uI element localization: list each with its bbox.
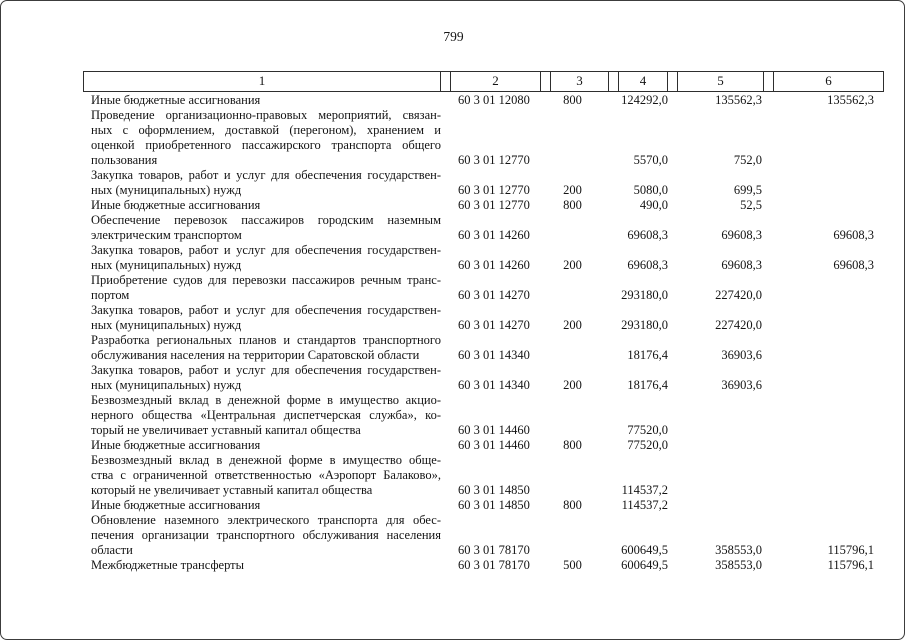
cell-amount-col4: 293180,0 bbox=[621, 288, 668, 302]
program-name-line: Безвозмездный вклад в денежной форме в имущество акцио- bbox=[91, 393, 441, 407]
cell-amount-col5: 36903,6 bbox=[721, 378, 762, 392]
cell-expense-type: 800 bbox=[563, 93, 582, 107]
program-name-line: ных (муниципальных) нужд bbox=[91, 318, 242, 332]
cell-amount-col4: 18176,4 bbox=[627, 378, 668, 392]
page-number: 799 bbox=[443, 29, 464, 44]
program-name-line: Приобретение судов для перевозки пассажиров речным транс- bbox=[91, 273, 441, 287]
program-name-line: пользования bbox=[91, 153, 158, 167]
cell-amount-col5: 358553,0 bbox=[715, 558, 762, 572]
cell-expense-type: 800 bbox=[563, 198, 582, 212]
cell-amount-col4: 114537,2 bbox=[621, 483, 668, 497]
table-row bbox=[83, 198, 884, 213]
cell-budget-code: 60 3 01 14340 bbox=[458, 348, 530, 362]
cell-amount-col4: 77520,0 bbox=[627, 438, 668, 452]
cell-amount-col4: 5570,0 bbox=[633, 153, 668, 167]
cell-amount-col6: 135562,3 bbox=[827, 93, 874, 107]
program-name-line: ных (муниципальных) нужд bbox=[91, 258, 242, 272]
program-name-line: торый не увеличивает уставный капитал общества bbox=[91, 423, 361, 437]
program-name-line: Иные бюджетные ассигнования bbox=[91, 93, 261, 107]
table-body bbox=[83, 93, 884, 573]
cell-amount-col4: 5080,0 bbox=[633, 183, 668, 197]
cell-program-name bbox=[83, 93, 441, 108]
program-name-line: Безвозмездный вклад в денежной форме в имущество обще- bbox=[91, 453, 441, 467]
cell-amount-col4: 293180,0 bbox=[621, 318, 668, 332]
cell-program-name bbox=[83, 498, 441, 513]
cell-budget-code: 60 3 01 78170 bbox=[458, 558, 530, 572]
cell-budget-code: 60 3 01 14260 bbox=[458, 258, 530, 272]
table-row bbox=[83, 168, 884, 198]
cell-expense-type: 200 bbox=[563, 318, 582, 332]
cell-expense-type: 800 bbox=[563, 498, 582, 512]
header-cell-6: 6 bbox=[773, 72, 884, 91]
table-row bbox=[83, 213, 884, 243]
cell-budget-code: 60 3 01 14460 bbox=[458, 438, 530, 452]
cell-amount-col5: 227420,0 bbox=[715, 318, 762, 332]
cell-amount-col5: 358553,0 bbox=[715, 543, 762, 557]
cell-amount-col6: 115796,1 bbox=[827, 543, 874, 557]
cell-program-name bbox=[83, 108, 441, 168]
program-name-line: Закупка товаров, работ и услуг для обеспечения государствен- bbox=[91, 363, 441, 377]
cell-amount-col5: 227420,0 bbox=[715, 288, 762, 302]
cell-amount-col6: 69608,3 bbox=[833, 258, 874, 272]
cell-budget-code: 60 3 01 14850 bbox=[458, 483, 530, 497]
program-name-line: Иные бюджетные ассигнования bbox=[91, 198, 261, 212]
cell-amount-col5: 752,0 bbox=[733, 153, 762, 167]
program-name-line: оценкой приобретенного пассажирского транспорта общего bbox=[91, 138, 441, 152]
cell-budget-code: 60 3 01 12770 bbox=[458, 153, 530, 167]
table-row bbox=[83, 363, 884, 393]
cell-amount-col4: 18176,4 bbox=[627, 348, 668, 362]
cell-amount-col5: 36903,6 bbox=[721, 348, 762, 362]
cell-amount-col4: 69608,3 bbox=[627, 258, 668, 272]
cell-amount-col5: 135562,3 bbox=[715, 93, 762, 107]
program-name-line: Закупка товаров, работ и услуг для обеспечения государствен- bbox=[91, 168, 441, 182]
program-name-line: Иные бюджетные ассигнования bbox=[91, 498, 261, 512]
table-row bbox=[83, 108, 884, 168]
header-cell-4: 4 bbox=[618, 72, 668, 91]
cell-amount-col4: 69608,3 bbox=[627, 228, 668, 242]
cell-budget-code: 60 3 01 12770 bbox=[458, 183, 530, 197]
program-name-line: ных (муниципальных) нужд bbox=[91, 183, 242, 197]
table-header-row bbox=[83, 71, 884, 92]
table-row bbox=[83, 93, 884, 108]
cell-budget-code: 60 3 01 14340 bbox=[458, 378, 530, 392]
table-row bbox=[83, 303, 884, 333]
cell-budget-code: 60 3 01 12770 bbox=[458, 198, 530, 212]
program-name-line: Закупка товаров, работ и услуг для обеспечения государствен- bbox=[91, 303, 441, 317]
cell-amount-col5: 69608,3 bbox=[721, 228, 762, 242]
program-name-line: Межбюджетные трансферты bbox=[91, 558, 245, 572]
cell-program-name bbox=[83, 213, 441, 243]
cell-amount-col4: 490,0 bbox=[639, 198, 668, 212]
cell-program-name bbox=[83, 513, 441, 558]
cell-program-name bbox=[83, 273, 441, 303]
program-name-line: Обеспечение перевозок пассажиров городским наземным bbox=[91, 213, 441, 227]
cell-budget-code: 60 3 01 14850 bbox=[458, 498, 530, 512]
cell-budget-code: 60 3 01 14270 bbox=[458, 318, 530, 332]
program-name-line: печения организации транспортного обслуживания населения bbox=[91, 528, 441, 542]
program-name-line: Закупка товаров, работ и услуг для обеспечения государствен- bbox=[91, 243, 441, 257]
cell-amount-col6: 115796,1 bbox=[827, 558, 874, 572]
header-cell-1: 1 bbox=[83, 72, 441, 91]
table-row bbox=[83, 393, 884, 438]
table-row bbox=[83, 513, 884, 558]
header-cell-2: 2 bbox=[450, 72, 541, 91]
budget-table bbox=[83, 71, 884, 573]
program-name-line: ных с оформлением, доставкой (перегоном), хранением и bbox=[91, 123, 441, 137]
cell-amount-col5: 52,5 bbox=[740, 198, 762, 212]
cell-amount-col5: 699,5 bbox=[733, 183, 762, 197]
cell-expense-type: 200 bbox=[563, 378, 582, 392]
program-name-line: области bbox=[91, 543, 133, 557]
cell-program-name bbox=[83, 558, 441, 573]
program-name-line: обслуживания населения на территории Саратовской области bbox=[91, 348, 420, 362]
program-name-line: Проведение организационно-правовых мероприятий, связан- bbox=[91, 108, 441, 122]
program-name-line: который не увеличивает уставный капитал общества bbox=[91, 483, 373, 497]
cell-program-name bbox=[83, 168, 441, 198]
cell-program-name bbox=[83, 438, 441, 453]
cell-program-name bbox=[83, 333, 441, 363]
cell-budget-code: 60 3 01 12080 bbox=[458, 93, 530, 107]
header-cell-3: 3 bbox=[550, 72, 609, 91]
table-row bbox=[83, 438, 884, 453]
cell-expense-type: 500 bbox=[563, 558, 582, 572]
cell-amount-col5: 69608,3 bbox=[721, 258, 762, 272]
cell-amount-col4: 600649,5 bbox=[621, 543, 668, 557]
cell-program-name bbox=[83, 243, 441, 273]
program-name-line: ных (муниципальных) нужд bbox=[91, 378, 242, 392]
cell-budget-code: 60 3 01 14460 bbox=[458, 423, 530, 437]
cell-budget-code: 60 3 01 14260 bbox=[458, 228, 530, 242]
table-row bbox=[83, 558, 884, 573]
cell-amount-col4: 77520,0 bbox=[627, 423, 668, 437]
cell-program-name bbox=[83, 393, 441, 438]
cell-amount-col4: 124292,0 bbox=[621, 93, 668, 107]
cell-program-name bbox=[83, 198, 441, 213]
program-name-line: нерного общества «Центральная диспетчерская служба», ко- bbox=[91, 408, 441, 422]
program-name-line: Обновление наземного электрического транспорта для обес- bbox=[91, 513, 441, 527]
program-name-line: ства с ограниченной ответственностью «Аэропорт Балаково», bbox=[91, 468, 441, 482]
program-name-line: Разработка региональных планов и стандартов транспортного bbox=[91, 333, 441, 347]
cell-program-name bbox=[83, 453, 441, 498]
cell-expense-type: 800 bbox=[563, 438, 582, 452]
cell-expense-type: 200 bbox=[563, 183, 582, 197]
table-row bbox=[83, 243, 884, 273]
table-row bbox=[83, 333, 884, 363]
program-name-line: Иные бюджетные ассигнования bbox=[91, 438, 261, 452]
cell-amount-col4: 114537,2 bbox=[621, 498, 668, 512]
program-name-line: портом bbox=[91, 288, 130, 302]
cell-expense-type: 200 bbox=[563, 258, 582, 272]
cell-amount-col6: 69608,3 bbox=[833, 228, 874, 242]
cell-program-name bbox=[83, 303, 441, 333]
program-name-line: электрическим транспортом bbox=[91, 228, 242, 242]
cell-program-name bbox=[83, 363, 441, 393]
cell-budget-code: 60 3 01 14270 bbox=[458, 288, 530, 302]
cell-amount-col4: 600649,5 bbox=[621, 558, 668, 572]
table-row bbox=[83, 453, 884, 498]
cell-budget-code: 60 3 01 78170 bbox=[458, 543, 530, 557]
table-row bbox=[83, 273, 884, 303]
table-row bbox=[83, 498, 884, 513]
header-cell-5: 5 bbox=[677, 72, 764, 91]
